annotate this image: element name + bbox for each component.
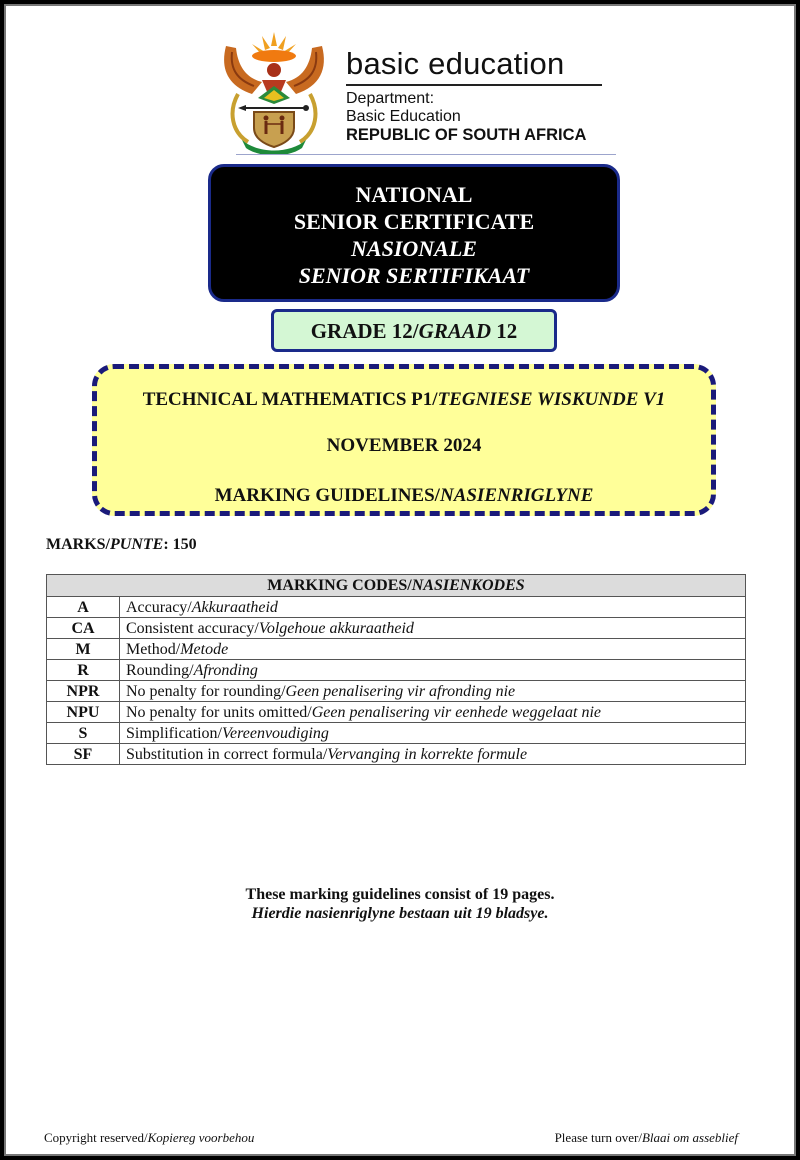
table-header-afrikaans: NASIENKODES (411, 576, 525, 594)
description-cell (120, 744, 746, 765)
document-type (97, 485, 711, 507)
brand-department-name: Basic Education (346, 108, 461, 125)
table-row (47, 660, 746, 681)
description-afrikaans: Geen penalisering vir eenhede weggelaat nie (311, 703, 601, 721)
footer-copyright (44, 1130, 254, 1146)
description-english: Consistent accuracy/ (126, 619, 259, 637)
copyright-afrikaans: Kopiereg voorbehou (147, 1130, 255, 1145)
turn-over-english: Please turn over/ (554, 1130, 642, 1145)
marks-value: : 150 (163, 536, 197, 553)
marking-codes-table (46, 574, 746, 765)
description-cell (120, 639, 746, 660)
footer-turn-over (555, 1130, 738, 1146)
marks-label-afrikaans: PUNTE (110, 536, 164, 553)
code-cell: SF (47, 744, 120, 765)
guidelines-english: MARKING GUIDELINES/ (214, 485, 440, 506)
description-afrikaans: Vervanging in korrekte formule (327, 745, 528, 763)
code-cell: R (47, 660, 120, 681)
description-afrikaans: Metode (180, 640, 229, 658)
description-english: No penalty for rounding/ (126, 682, 286, 700)
grade-number: 12 (491, 319, 518, 343)
certificate-line-4: SENIOR SERTIFIKAAT (298, 263, 530, 288)
exam-date: NOVEMBER 2024 (326, 435, 482, 456)
description-cell (120, 597, 746, 618)
brand-country: REPUBLIC OF SOUTH AFRICA (346, 126, 587, 144)
page-count-afrikaans: Hierdie nasienriglyne bestaan uit 19 bladsye. (251, 905, 549, 922)
guidelines-afrikaans: NASIENRIGLYNE (439, 485, 594, 506)
table-row (47, 597, 746, 618)
table-header-english: MARKING CODES/ (267, 576, 412, 594)
description-cell (120, 702, 746, 723)
description-cell (120, 618, 746, 639)
subject-afrikaans: TEGNIESE WISKUNDE V1 (437, 389, 666, 410)
header-divider (236, 154, 616, 155)
description-english: Rounding/ (126, 661, 194, 679)
description-afrikaans: Akkuraatheid (191, 598, 278, 616)
certificate-title-box (208, 164, 620, 302)
description-english: Accuracy/ (126, 598, 192, 616)
description-english: Simplification/ (126, 724, 222, 742)
page-count-note (6, 885, 794, 923)
table-header-row (47, 575, 746, 597)
code-cell: CA (47, 618, 120, 639)
table-row (47, 702, 746, 723)
table-row (47, 723, 746, 744)
brand-block (346, 46, 602, 144)
description-cell (120, 660, 746, 681)
certificate-line-1: NATIONAL (355, 182, 473, 207)
table-row (47, 681, 746, 702)
brand-title: basic education (346, 46, 602, 86)
table-row (47, 744, 746, 765)
code-cell: M (47, 639, 120, 660)
certificate-line-2: SENIOR CERTIFICATE (293, 209, 535, 234)
document-page (4, 4, 796, 1156)
description-cell (120, 723, 746, 744)
subject-title (97, 389, 711, 411)
certificate-line-3: NASIONALE (351, 236, 477, 261)
table-row (47, 618, 746, 639)
description-afrikaans: Geen penalisering vir afronding nie (285, 682, 516, 700)
description-afrikaans: Vereenvoudiging (222, 724, 329, 742)
description-english: No penalty for units omitted/ (126, 703, 312, 721)
total-marks (46, 536, 197, 554)
code-cell: S (47, 723, 120, 744)
brand-department-label: Department: (346, 90, 435, 107)
grade-english: GRADE 12/ (310, 319, 419, 343)
marks-label-english: MARKS/ (46, 536, 110, 553)
subject-english: TECHNICAL MATHEMATICS P1/ (142, 389, 438, 410)
table-header (47, 575, 746, 597)
code-cell: NPU (47, 702, 120, 723)
copyright-english: Copyright reserved/ (44, 1130, 148, 1145)
code-cell: A (47, 597, 120, 618)
description-english: Substitution in correct formula/ (126, 745, 328, 763)
description-afrikaans: Afronding (193, 661, 258, 679)
coat-of-arms-icon (218, 24, 330, 154)
subject-box (92, 364, 716, 516)
description-english: Method/ (126, 640, 181, 658)
grade-box (271, 309, 557, 352)
department-logo (218, 20, 608, 156)
grade-afrikaans: GRAAD (418, 319, 492, 343)
description-cell (120, 681, 746, 702)
page-count-english: These marking guidelines consist of 19 pages. (245, 886, 555, 903)
description-afrikaans: Volgehoue akkuraatheid (258, 619, 414, 637)
turn-over-afrikaans: Blaai om asseblief (641, 1130, 738, 1145)
code-cell: NPR (47, 681, 120, 702)
table-row (47, 639, 746, 660)
